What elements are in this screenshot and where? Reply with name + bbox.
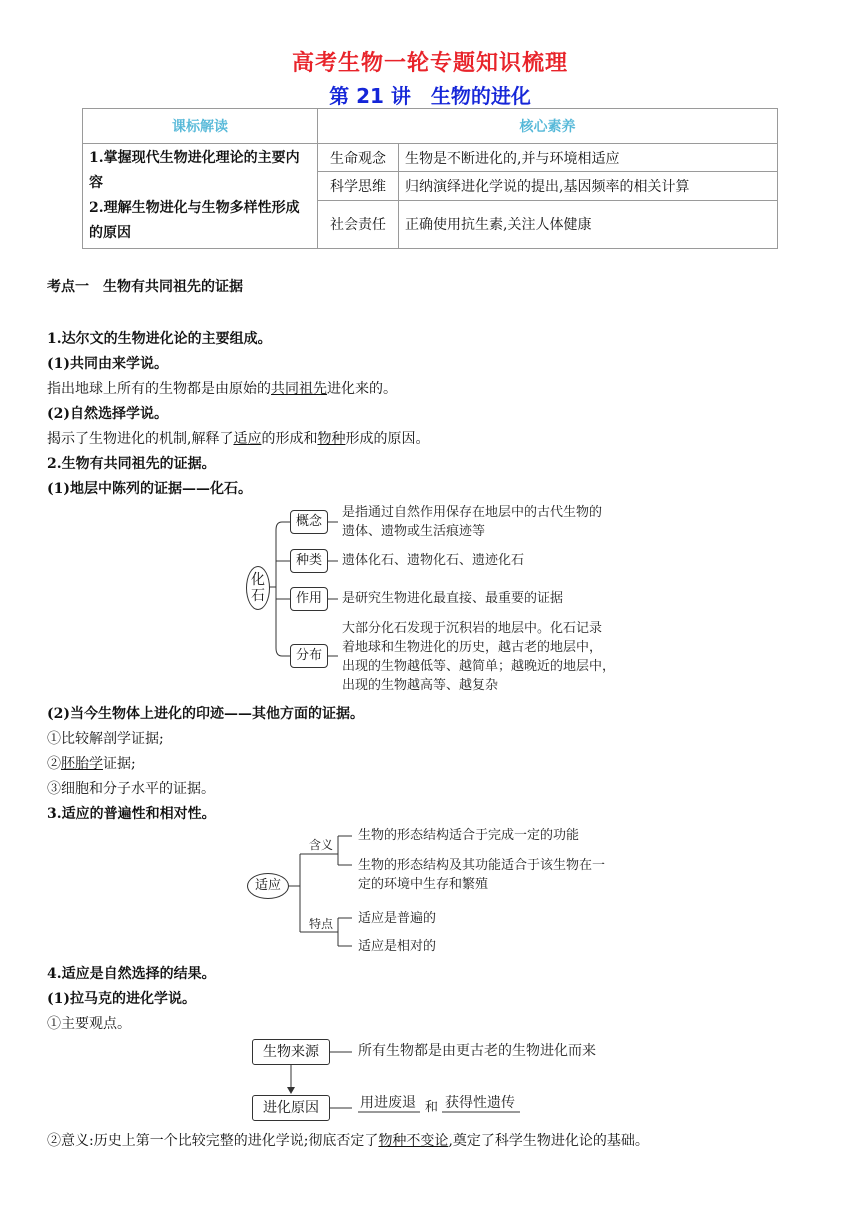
- lamarck-and: 和: [425, 1100, 439, 1115]
- adaptation-meaning-item: 生物的形态结构及其功能适合于该生物在一 定的环境中生存和繁殖: [358, 858, 606, 892]
- para-1: 1.达尔文的生物进化论的主要组成。: [47, 331, 272, 347]
- fossil-branch-role: 作用: [290, 587, 328, 611]
- adaptation-feature-item: 适应是相对的: [358, 939, 437, 954]
- standard-item-1: 1.掌握现代生物进化理论的主要内容: [89, 150, 300, 191]
- adaptation-feature-label: 特点: [309, 917, 334, 931]
- para-4-1-b: ②意义:历史上第一个比较完整的进化学说;彻底否定了物种不变论,奠定了科学生物进化论的基础。: [47, 1133, 649, 1149]
- fossil-distribution-text: 大部分化石发现于沉积岩的地层中。化石记录 着地球和生物进化的历史，越古老的地层中， 出现的生物越低等、越简单；越晚近的地层中， 出现的生物越高等、越复杂: [342, 621, 616, 693]
- lamarck-origin-text: 所有生物都是由更古老的生物进化而来: [358, 1043, 596, 1059]
- fossil-concept-text: 是指通过自然作用保存在地层中的古代生物的 遗体、遗物或生活痕迹等: [342, 505, 603, 539]
- para-2-2-b: ②胚胎学证据;: [47, 756, 136, 772]
- lamarck-box-origin: 生物来源: [252, 1039, 330, 1065]
- underlined-term: 物种: [317, 431, 346, 447]
- doc-title: 高考生物一轮专题知识梳理: [291, 50, 568, 76]
- adaptation-root: 适应: [247, 873, 289, 899]
- fossil-branch-distribution: 分布: [290, 644, 328, 668]
- fossil-role-text: 是研究生物进化最直接、最重要的证据: [342, 591, 564, 606]
- adaptation-meaning-item: 生物的形态结构适合于完成一定的功能: [358, 828, 580, 843]
- col-header-standards: 课标解读: [83, 109, 318, 144]
- lamarck-box-cause: 进化原因: [252, 1095, 330, 1121]
- underlined-term: 胚胎学: [61, 756, 103, 772]
- literacy-content: 归纳演绎进化学说的提出,基因频率的相关计算: [399, 172, 778, 200]
- col-header-literacy: 核心素养: [318, 109, 778, 144]
- fossil-root: 化石: [246, 566, 270, 610]
- fossil-branch-concept: 概念: [290, 510, 328, 534]
- para-1-1: (1)共同由来学说。: [47, 356, 168, 372]
- underlined-term: 适应: [233, 431, 262, 447]
- fossil-branch-types: 种类: [290, 549, 328, 573]
- para-2-2-a: ①比较解剖学证据;: [47, 731, 164, 747]
- literacy-content: 正确使用抗生素,关注人体健康: [399, 200, 778, 248]
- literacy-category: 科学思维: [318, 172, 399, 200]
- para-4: 4.适应是自然选择的结果。: [47, 966, 216, 982]
- para-2-1: (1)地层中陈列的证据——化石。: [47, 481, 252, 497]
- lamarck-term-acquired-inheritance: 获得性遗传: [445, 1095, 515, 1111]
- para-1-1-text: 指出地球上所有的生物都是由原始的共同祖先进化来的。: [47, 381, 397, 397]
- standard-item-2: 2.理解生物进化与生物多样性形成的原因: [89, 200, 300, 241]
- literacy-category: 社会责任: [318, 200, 399, 248]
- section-heading: 考点一 生物有共同祖先的证据: [47, 279, 243, 295]
- para-4-1: (1)拉马克的进化学说。: [47, 991, 196, 1007]
- adaptation-feature-item: 适应是普遍的: [358, 911, 437, 926]
- para-1-2: (2)自然选择学说。: [47, 406, 168, 422]
- para-3: 3.适应的普遍性和相对性。: [47, 806, 216, 822]
- para-2-2-c: ③细胞和分子水平的证据。: [47, 781, 215, 797]
- fossil-types-text: 遗体化石、遗物化石、遗迹化石: [342, 553, 525, 568]
- underlined-term: 共同祖先: [271, 381, 327, 397]
- lamarck-term-use-disuse: 用进废退: [360, 1095, 416, 1111]
- lecture-title: 第 21 讲 生物的进化: [329, 84, 531, 108]
- literacy-category: 生命观念: [318, 144, 399, 172]
- para-4-1-a: ①主要观点。: [47, 1016, 131, 1032]
- adaptation-meaning-label: 含义: [309, 838, 334, 852]
- para-2: 2.生物有共同祖先的证据。: [47, 456, 216, 472]
- underlined-term: 物种不变论: [378, 1133, 449, 1149]
- para-1-2-text: 揭示了生物进化的机制,解释了适应的形成和物种形成的原因。: [47, 431, 430, 447]
- para-2-2: (2)当今生物体上进化的印迹——其他方面的证据。: [47, 706, 364, 722]
- literacy-content: 生物是不断进化的,并与环境相适应: [399, 144, 778, 172]
